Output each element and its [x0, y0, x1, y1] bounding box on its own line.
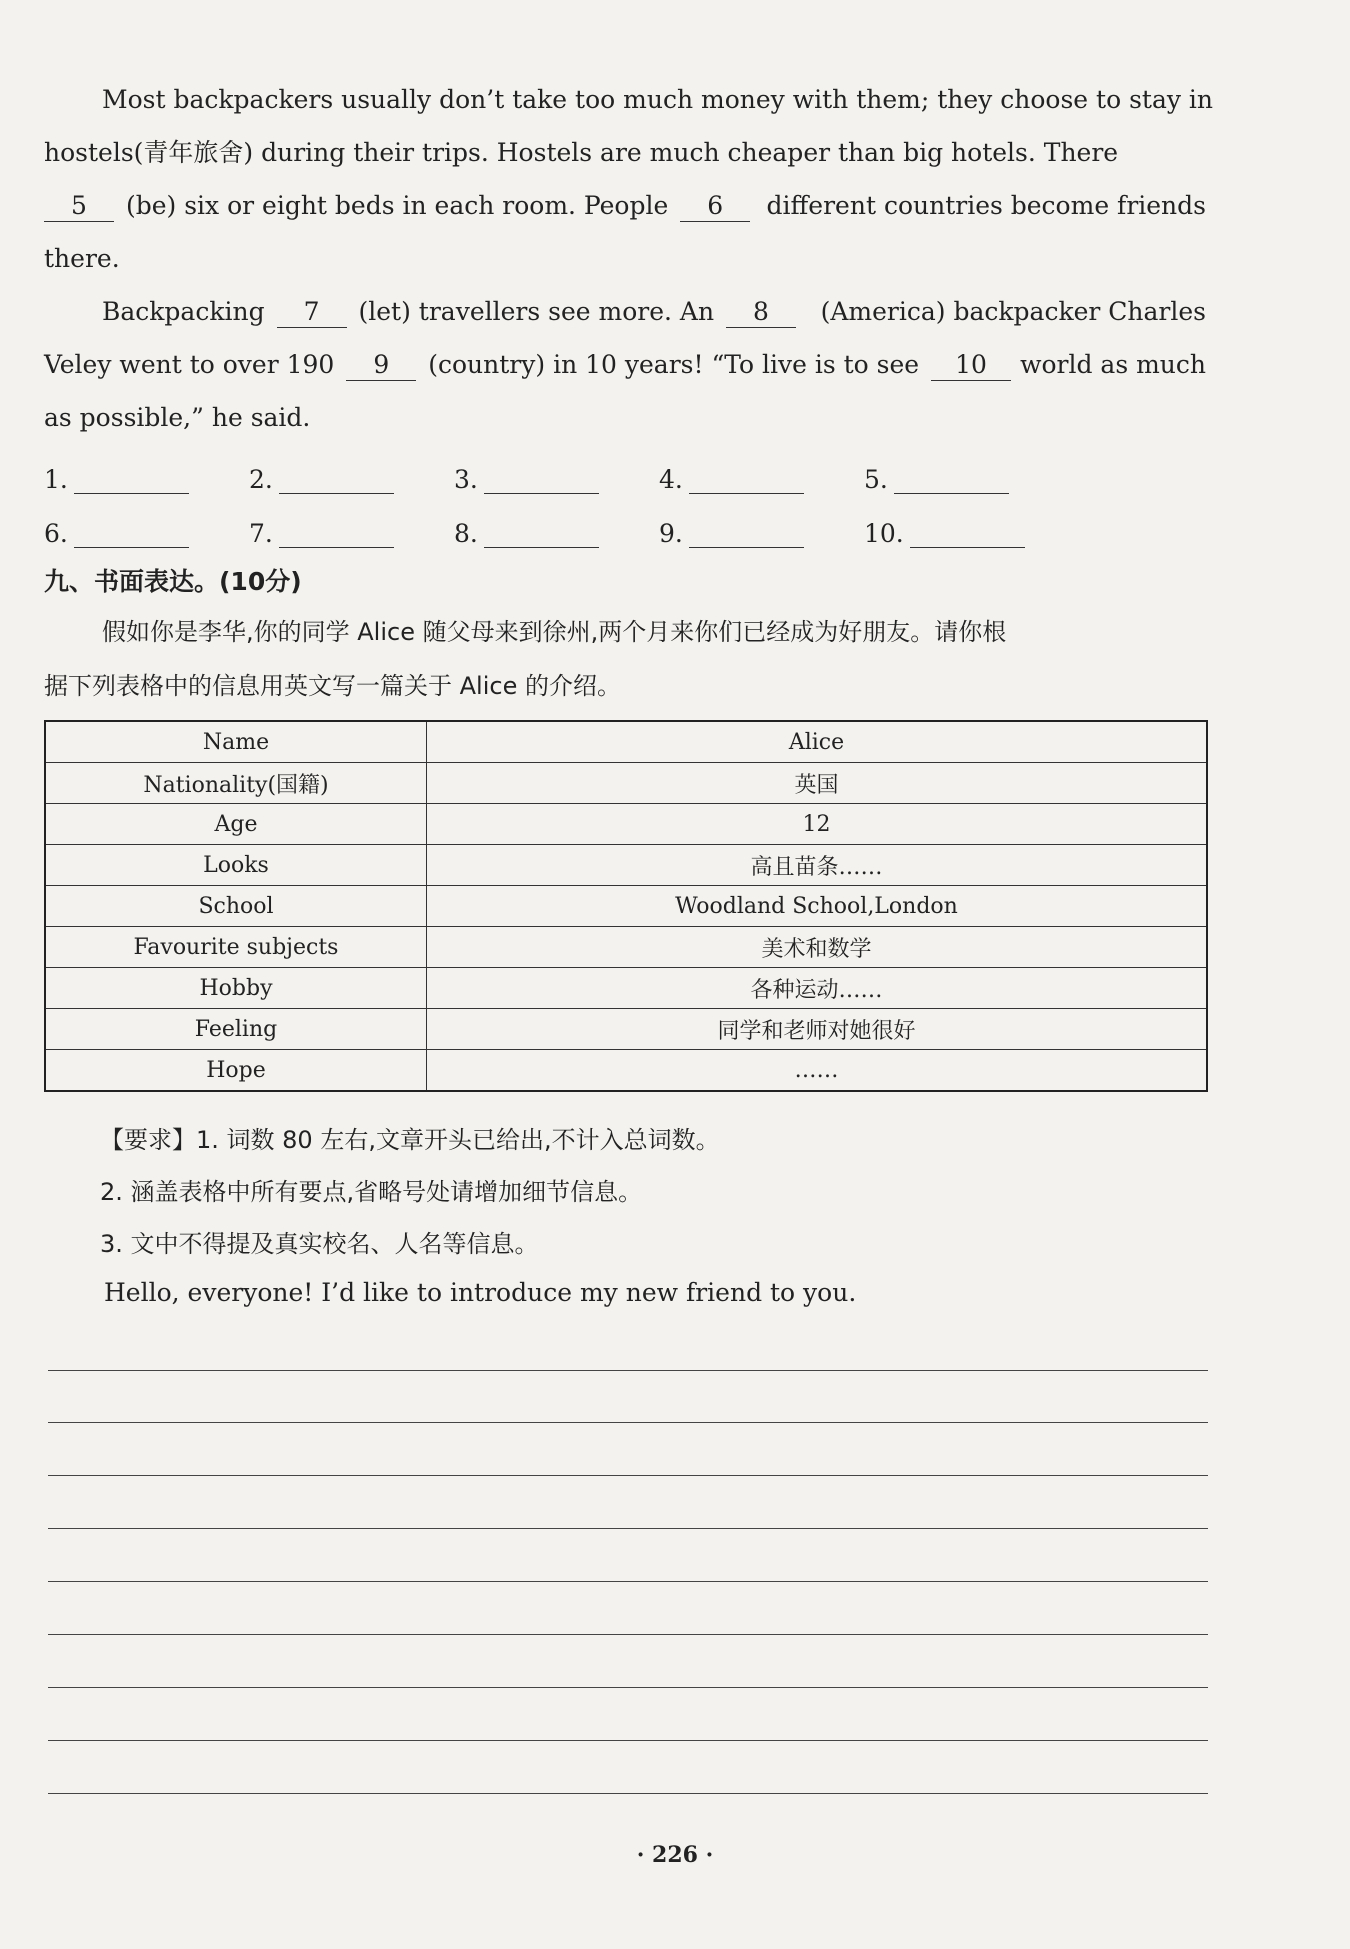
table-row: [45, 804, 1207, 845]
writing-line[interactable]: [48, 1422, 1208, 1423]
passage-text: world as much: [1020, 350, 1206, 379]
table-key: Looks: [45, 845, 427, 886]
table-value: 英国: [427, 763, 1208, 804]
table-key: School: [45, 886, 427, 927]
requirements: [100, 1114, 720, 1270]
passage-text: hostels(青年旅舍) during their trips. Hostels are much cheaper than big hotels. There: [44, 138, 1119, 167]
passage-line: [44, 232, 1206, 285]
answer-line[interactable]: [484, 521, 599, 548]
answer-line[interactable]: [279, 521, 394, 548]
writing-line[interactable]: [48, 1793, 1208, 1794]
passage-text: Backpacking: [102, 297, 265, 326]
answer-item[interactable]: 8.: [454, 519, 659, 548]
table-key: Favourite subjects: [45, 927, 427, 968]
table-row: [45, 721, 1207, 763]
writing-line[interactable]: [48, 1740, 1208, 1741]
writing-line[interactable]: [48, 1528, 1208, 1529]
answer-item[interactable]: 9.: [659, 519, 864, 548]
table-value: 美术和数学: [427, 927, 1208, 968]
passage-line: [44, 338, 1206, 391]
answer-line[interactable]: [484, 467, 599, 494]
answer-line[interactable]: [74, 521, 189, 548]
table-key: Feeling: [45, 1009, 427, 1050]
answer-item[interactable]: 1.: [44, 465, 249, 494]
blank-8[interactable]: 8: [726, 297, 796, 328]
answer-line[interactable]: [279, 467, 394, 494]
task-description-line: 假如你是李华,你的同学 Alice 随父母来到徐州,两个月来你们已经成为好朋友。请你根: [102, 618, 1007, 646]
answer-line[interactable]: [910, 521, 1025, 548]
table-value: Alice: [427, 721, 1208, 763]
passage-text: (be) six or eight beds in each room. People: [125, 191, 669, 220]
answer-item[interactable]: 10.: [864, 519, 1069, 548]
table-key: Name: [45, 721, 427, 763]
table-key: Hope: [45, 1050, 427, 1092]
answer-line[interactable]: [894, 467, 1009, 494]
answer-item[interactable]: 2.: [249, 465, 454, 494]
table-value: 各种运动……: [427, 968, 1208, 1009]
answer-item[interactable]: 3.: [454, 465, 659, 494]
task-description-line: 据下列表格中的信息用英文写一篇关于 Alice 的介绍。: [44, 672, 621, 700]
table-row: [45, 763, 1207, 804]
passage-text: as possible,” he said.: [44, 403, 311, 432]
writing-line[interactable]: [48, 1581, 1208, 1582]
passage-line: [44, 285, 1206, 338]
answer-line[interactable]: [74, 467, 189, 494]
blank-6[interactable]: 6: [680, 191, 750, 222]
table-value: 高且苗条……: [427, 845, 1208, 886]
requirement-line: 3. 文中不得提及真实校名、人名等信息。: [100, 1230, 539, 1258]
answer-line[interactable]: [689, 521, 804, 548]
section-title: 九、书面表达。(10分): [44, 567, 302, 596]
answer-row: [44, 440, 1206, 494]
table-key: Hobby: [45, 968, 427, 1009]
essay-opening: Hello, everyone! I’d like to introduce my new friend to you.: [104, 1278, 857, 1307]
requirement-line: 【要求】1. 词数 80 左右,文章开头已给出,不计入总词数。: [100, 1126, 720, 1154]
answer-item[interactable]: 7.: [249, 519, 454, 548]
table-value: ……: [427, 1050, 1208, 1092]
passage-line: [44, 126, 1206, 179]
task-description: [44, 605, 1206, 713]
reading-passage: [44, 73, 1214, 444]
answer-item[interactable]: 6.: [44, 519, 249, 548]
blank-7[interactable]: 7: [277, 297, 347, 328]
answer-blanks: [44, 440, 1206, 548]
writing-line[interactable]: [48, 1687, 1208, 1688]
table-value: 同学和老师对她很好: [427, 1009, 1208, 1050]
writing-line[interactable]: [48, 1475, 1208, 1476]
answer-item[interactable]: 5.: [864, 465, 1069, 494]
answer-item[interactable]: 4.: [659, 465, 864, 494]
info-table: [44, 720, 1208, 1092]
passage-text: different countries become friends: [766, 191, 1206, 220]
table-row: [45, 1009, 1207, 1050]
table-row: [45, 886, 1207, 927]
passage-line: [44, 391, 1206, 444]
table-row: [45, 968, 1207, 1009]
requirement-line: 2. 涵盖表格中所有要点,省略号处请增加细节信息。: [100, 1178, 643, 1206]
table-key: Nationality(国籍): [45, 763, 427, 804]
table-row: [45, 927, 1207, 968]
page-number: · 226 ·: [636, 1842, 714, 1868]
writing-line[interactable]: [48, 1634, 1208, 1635]
passage-text: Veley went to over 190: [44, 350, 335, 379]
passage-line: [44, 73, 1214, 126]
table-key: Age: [45, 804, 427, 845]
passage-text: (country) in 10 years! “To live is to see: [428, 350, 920, 379]
passage-text: (let) travellers see more. An: [358, 297, 715, 326]
table-value: Woodland School,London: [427, 886, 1208, 927]
passage-text: Most backpackers usually don’t take too much money with them; they choose to stay in: [102, 85, 1214, 114]
blank-10[interactable]: 10: [931, 350, 1011, 381]
table-row: [45, 845, 1207, 886]
passage-text: (America) backpacker Charles: [820, 297, 1206, 326]
writing-line[interactable]: [48, 1370, 1208, 1371]
answer-row: [44, 494, 1206, 548]
passage-line: [44, 179, 1206, 232]
table-row: [45, 1050, 1207, 1092]
table-value: 12: [427, 804, 1208, 845]
blank-9[interactable]: 9: [346, 350, 416, 381]
answer-line[interactable]: [689, 467, 804, 494]
blank-5[interactable]: 5: [44, 191, 114, 222]
passage-text: there.: [44, 244, 120, 273]
